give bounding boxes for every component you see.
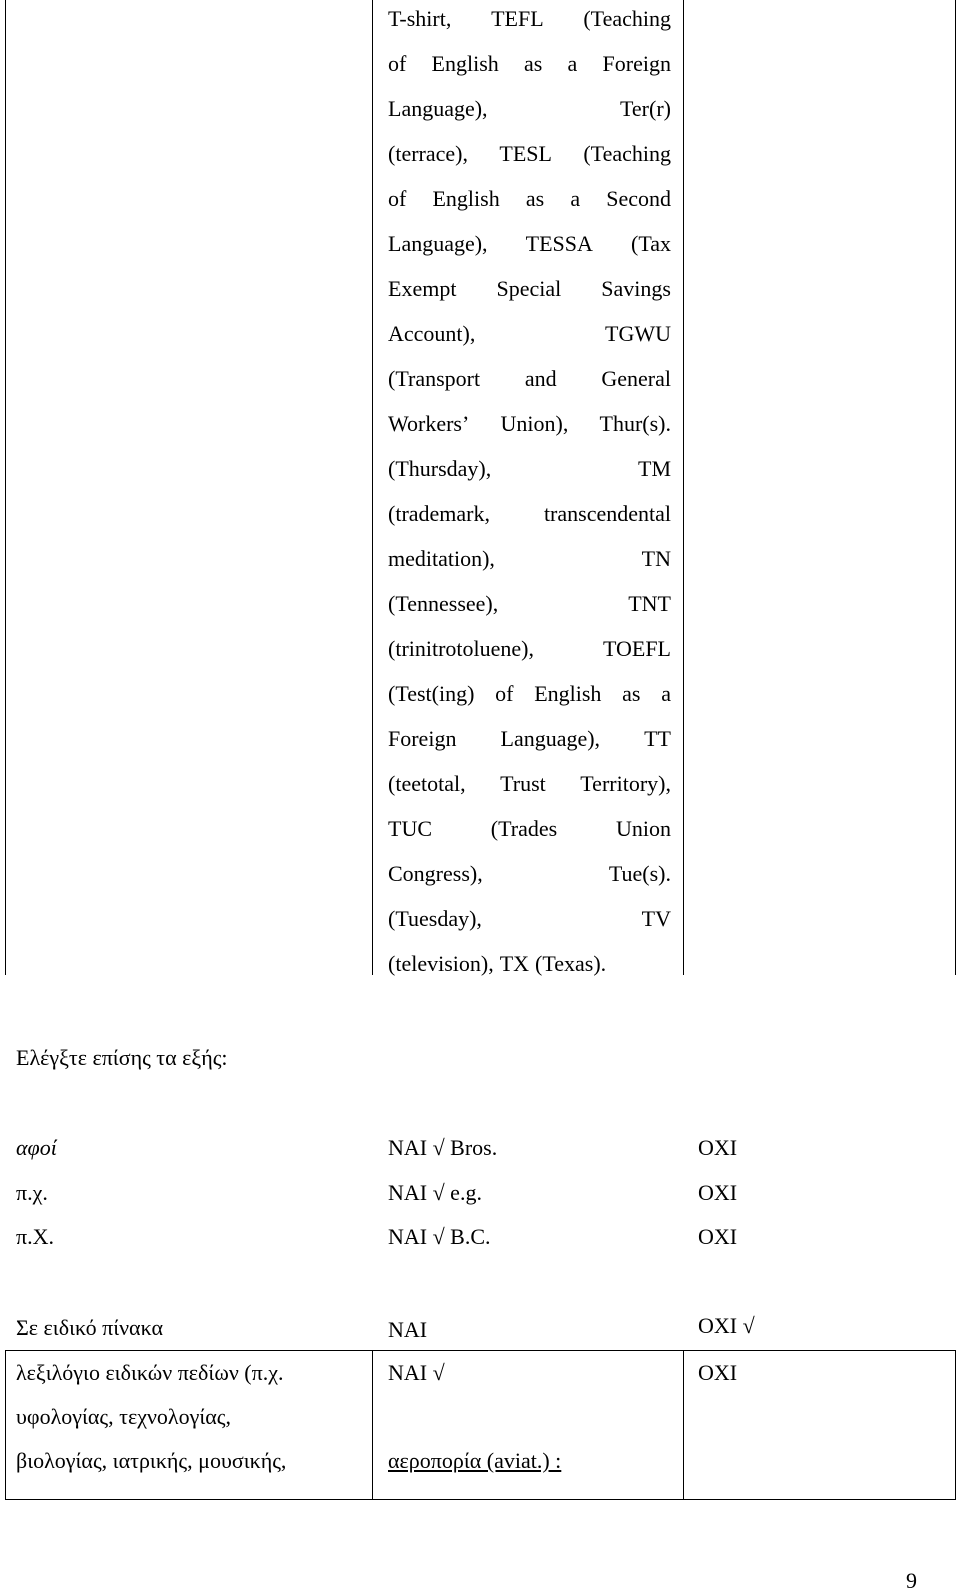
abbreviation-line bbox=[388, 319, 671, 364]
check-yes-bc: ΝΑΙ √ B.C. bbox=[388, 1224, 491, 1249]
word: as bbox=[622, 681, 641, 706]
word: (terrace), bbox=[388, 141, 468, 166]
word: TX bbox=[499, 951, 530, 976]
abbreviation-line bbox=[388, 859, 671, 904]
word: TT bbox=[644, 726, 671, 751]
word: (Tennessee), bbox=[388, 591, 499, 616]
word: TESSA bbox=[525, 231, 593, 256]
word: TV bbox=[641, 906, 671, 931]
glossary-example: αεροπορία (aviat.) : bbox=[388, 1448, 562, 1473]
word: (television), bbox=[388, 951, 494, 976]
abbreviation-line bbox=[388, 49, 671, 94]
word: a bbox=[570, 186, 581, 211]
word: Tue(s). bbox=[608, 861, 671, 886]
abbreviation-line bbox=[388, 769, 671, 814]
word: Union bbox=[615, 816, 671, 841]
word: (trademark, bbox=[388, 501, 490, 526]
special-table-yes: ΝΑΙ bbox=[388, 1317, 428, 1342]
word: (trinitrotoluene), bbox=[388, 636, 535, 661]
word: TGWU bbox=[605, 321, 671, 346]
column-divider-2-bottom bbox=[683, 1350, 684, 1500]
check-yes-eg: ΝΑΙ √ e.g. bbox=[388, 1180, 482, 1205]
word: (Tax bbox=[631, 231, 671, 256]
abbreviation-line bbox=[388, 949, 671, 994]
check-no-eg: ΟΧΙ bbox=[698, 1180, 738, 1205]
word: Congress), bbox=[388, 861, 483, 886]
special-table-item: Σε ειδικό πίνακα bbox=[16, 1315, 164, 1340]
abbreviation-line bbox=[388, 679, 671, 724]
check-heading: Ελέγξτε επίσης τα εξής: bbox=[16, 1045, 228, 1070]
column-divider-1-top bbox=[372, 0, 373, 975]
word: (Trades bbox=[490, 816, 558, 841]
word: of bbox=[388, 186, 407, 211]
glossary-no: ΟΧΙ bbox=[698, 1360, 738, 1385]
word: TESL bbox=[499, 141, 552, 166]
glossary-item-line-2: υφολογίας, τεχνολογίας, bbox=[16, 1404, 231, 1429]
word: TM bbox=[638, 456, 671, 481]
word: Foreign bbox=[388, 726, 457, 751]
word: Language), bbox=[388, 96, 488, 121]
abbreviation-list-cell bbox=[388, 4, 671, 994]
word: Savings bbox=[601, 276, 671, 301]
word: TNT bbox=[628, 591, 671, 616]
word: as bbox=[524, 51, 543, 76]
word: meditation), bbox=[388, 546, 495, 571]
abbreviation-line bbox=[388, 724, 671, 769]
page-number: 9 bbox=[906, 1568, 917, 1593]
table-border-left-bottom bbox=[5, 1350, 6, 1500]
word: Language), bbox=[500, 726, 601, 751]
glossary-item-line-3: βιολογίας, ιατρικής, μουσικής, bbox=[16, 1448, 287, 1473]
abbreviation-line bbox=[388, 454, 671, 499]
word: (Test(ing) bbox=[388, 681, 475, 706]
word: TEFL bbox=[491, 6, 544, 31]
word: transcendental bbox=[543, 501, 671, 526]
abbreviation-line bbox=[388, 409, 671, 454]
word: English bbox=[432, 186, 500, 211]
word: Account), bbox=[388, 321, 476, 346]
word: TN bbox=[641, 546, 671, 571]
check-no-bc: ΟΧΙ bbox=[698, 1224, 738, 1249]
table-border-left-top bbox=[5, 0, 6, 975]
abbreviation-line bbox=[388, 499, 671, 544]
special-table-no: ΟΧΙ √ bbox=[698, 1313, 755, 1338]
word: English bbox=[431, 51, 499, 76]
word: as bbox=[525, 186, 545, 211]
abbreviation-line bbox=[388, 814, 671, 859]
word: of bbox=[495, 681, 514, 706]
word: (Tuesday), bbox=[388, 906, 482, 931]
word: (Teaching bbox=[583, 6, 671, 31]
abbreviation-line bbox=[388, 94, 671, 139]
abbreviation-line bbox=[388, 634, 671, 679]
check-item-eg: π.χ. bbox=[16, 1180, 48, 1205]
word: Language), bbox=[388, 231, 488, 256]
word: Trust bbox=[500, 771, 546, 796]
column-divider-2-top bbox=[683, 0, 684, 975]
word: a bbox=[661, 681, 671, 706]
column-divider-1-bottom bbox=[372, 1350, 373, 1500]
abbreviation-line bbox=[388, 4, 671, 49]
abbreviation-line bbox=[388, 274, 671, 319]
abbreviation-line bbox=[388, 184, 671, 229]
check-no-brothers: ΟΧΙ bbox=[698, 1135, 738, 1160]
table-border-right-bottom bbox=[955, 1350, 956, 1500]
check-item-brothers: αφοί bbox=[16, 1135, 57, 1160]
word: Special bbox=[496, 276, 562, 301]
table-border-bottom bbox=[5, 1499, 956, 1500]
word: of bbox=[388, 51, 407, 76]
word: Union), bbox=[500, 411, 569, 436]
word: Ter(r) bbox=[620, 96, 671, 121]
row-divider bbox=[5, 1350, 956, 1351]
table-border-right-top bbox=[955, 0, 956, 975]
glossary-yes: ΝΑΙ √ bbox=[388, 1360, 445, 1385]
abbreviation-line bbox=[388, 229, 671, 274]
word: TUC bbox=[388, 816, 432, 841]
word: English bbox=[534, 681, 602, 706]
check-yes-brothers: ΝΑΙ √ Bros. bbox=[388, 1135, 498, 1160]
abbreviation-line bbox=[388, 544, 671, 589]
abbreviation-line bbox=[388, 364, 671, 409]
word: (Texas). bbox=[535, 951, 607, 976]
word: Thur(s). bbox=[599, 411, 671, 436]
word: (teetotal, bbox=[388, 771, 466, 796]
abbreviation-line bbox=[388, 904, 671, 949]
word: Foreign bbox=[602, 51, 671, 76]
word: (Thursday), bbox=[388, 456, 492, 481]
word: Second bbox=[606, 186, 671, 211]
word: (Transport bbox=[388, 366, 481, 391]
word: Territory), bbox=[580, 771, 671, 796]
word: (Teaching bbox=[583, 141, 671, 166]
word: TOEFL bbox=[602, 636, 671, 661]
check-item-bc: π.Χ. bbox=[16, 1224, 54, 1249]
word: Workers’ bbox=[388, 411, 470, 436]
glossary-item-line-1: λεξιλόγιο ειδικών πεδίων (π.χ. bbox=[16, 1360, 284, 1385]
abbreviation-line bbox=[388, 139, 671, 184]
abbreviation-line bbox=[388, 589, 671, 634]
word: General bbox=[601, 366, 671, 391]
word: a bbox=[567, 51, 578, 76]
word: Exempt bbox=[388, 276, 457, 301]
word: and bbox=[524, 366, 557, 391]
word: T-shirt, bbox=[388, 6, 452, 31]
